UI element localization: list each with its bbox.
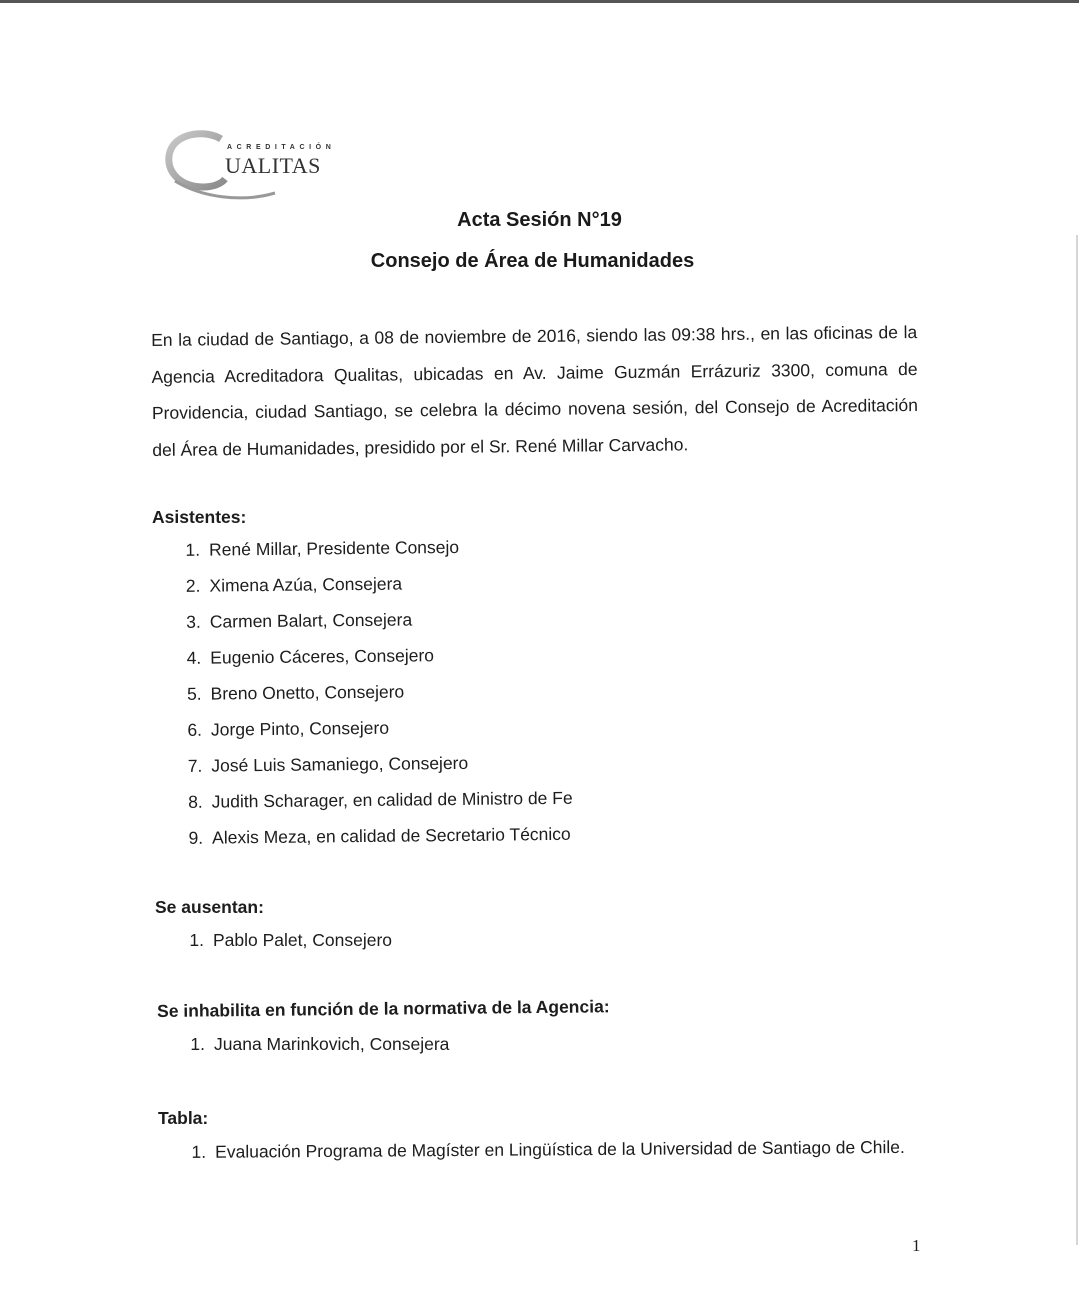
tabla-heading: Tabla: xyxy=(158,1108,209,1128)
list-item: 6. Jorge Pinto, Consejero xyxy=(187,717,390,740)
tabla-list xyxy=(176,1129,927,1214)
list-item: 2. Ximena Azúa, Consejera xyxy=(185,573,403,596)
document-subtitle: Consejo de Área de Humanidades xyxy=(370,250,695,272)
list-item: 3. Carmen Balart, Consejera xyxy=(186,609,413,632)
document-title: Acta Sesión N°19 xyxy=(457,209,622,231)
qualitas-logo xyxy=(163,127,338,207)
list-item: 1. Pablo Palet, Consejero xyxy=(189,930,392,950)
logo-wordmark: UALITAS xyxy=(225,153,321,178)
list-item: 4. Eugenio Cáceres, Consejero xyxy=(186,645,435,668)
list-item: 5. Breno Onetto, Consejero xyxy=(186,681,405,704)
inhabilita-heading: Se inhabilita en función de la normativa de la Agencia: xyxy=(157,996,610,1021)
list-item: 7. José Luis Samaniego, Consejero xyxy=(187,752,469,776)
list-item: 1. René Millar, Presidente Consejo xyxy=(185,536,460,560)
list-item: 1. Juana Marinkovich, Consejera xyxy=(190,1034,450,1054)
ausentan-list xyxy=(174,930,674,960)
list-item: 9. Alexis Meza, en calidad de Secretario Técnico xyxy=(188,823,571,848)
asistentes-heading: Asistentes: xyxy=(152,507,247,527)
page-top-border xyxy=(0,0,1079,3)
ausentan-heading: Se ausentan: xyxy=(155,897,264,917)
scan-edge xyxy=(1076,235,1078,1245)
intro-paragraph: En la ciudad de Santiago, a 08 de noviembre de 2016, siendo las 09:38 hrs., en las oficinas de la Agencia Acreditadora Qualitas, ubicadas en Av. Jaime Guzmán Errázuriz 3300, comuna de Providencia, ciudad Santiago, se celebra la décimo novena sesión, del Consejo de Acreditación del Área de Humanidades, presidido por el Sr. René Millar Carvacho. xyxy=(151,321,919,460)
page-number: 1 xyxy=(912,1236,921,1255)
inhabilita-list xyxy=(175,1034,675,1064)
logo-subtitle: ACREDITACIÓN xyxy=(227,144,336,151)
list-item: 8. Judith Scharager, en calidad de Ministro de Fe xyxy=(188,787,573,812)
list-item: 1. Evaluación Programa de Magíster en Lingüística de la Universidad de Santiago de Chile. xyxy=(191,1136,905,1162)
asistentes-list xyxy=(170,534,773,860)
